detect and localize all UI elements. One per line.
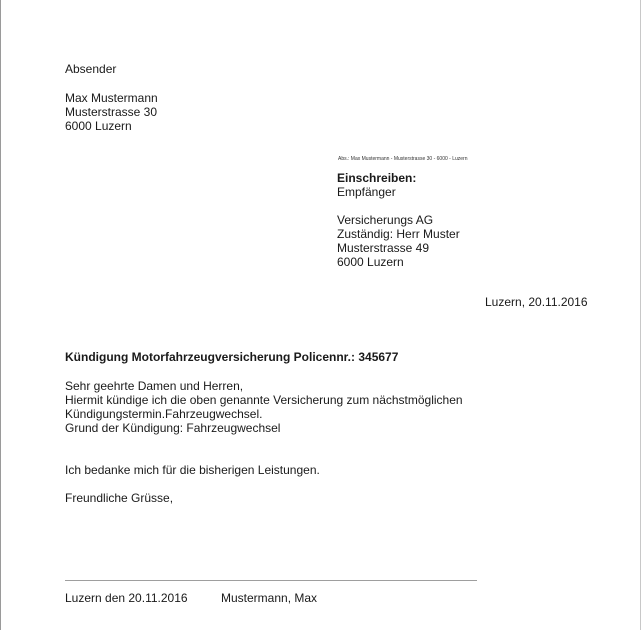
sender-heading: Absender xyxy=(65,62,117,76)
signature-place-date: Luzern den 20.11.2016 xyxy=(65,591,188,605)
signature-rule xyxy=(65,580,477,581)
recipient-block xyxy=(337,171,416,199)
subject-line: Kündigung Motorfahrzeugversicherung Policennr.: 345677 xyxy=(65,350,399,364)
closing-line: Freundliche Grüsse, xyxy=(65,491,174,505)
recipient-city: 6000 Luzern xyxy=(337,255,404,269)
body-line-2: Kündigungstermin.Fahrzeugwechsel. xyxy=(65,407,263,421)
salutation: Sehr geehrte Damen und Herren, xyxy=(65,379,244,393)
recipient-label: Empfänger xyxy=(337,185,396,199)
delivery-type: Einschreiben: xyxy=(337,171,417,185)
sender-address xyxy=(65,91,158,133)
recipient-contact: Zuständig: Herr Muster xyxy=(337,227,460,241)
body-line-3: Grund der Kündigung: Fahrzeugwechsel xyxy=(65,421,281,435)
thanks-line: Ich bedanke mich für die bisherigen Leistungen. xyxy=(65,463,320,477)
body-line-1: Hiermit kündige ich die oben genannte Versicherung zum nächstmöglichen xyxy=(65,393,463,407)
sender-block xyxy=(65,62,116,76)
place-date: Luzern, 20.11.2016 xyxy=(485,295,588,309)
recipient-street: Musterstrasse 49 xyxy=(337,241,430,255)
sender-name: Max Mustermann xyxy=(65,91,158,105)
return-address-line: Abs.: Max Mustermann - Musterstrasse 30 - 6000 - Luzern xyxy=(338,156,468,162)
recipient-address xyxy=(337,213,460,269)
letter-body xyxy=(65,379,463,435)
sender-city: 6000 Luzern xyxy=(65,119,132,133)
signature-name: Mustermann, Max xyxy=(221,591,318,605)
recipient-company: Versicherungs AG xyxy=(337,213,434,227)
sender-street: Musterstrasse 30 xyxy=(65,105,158,119)
